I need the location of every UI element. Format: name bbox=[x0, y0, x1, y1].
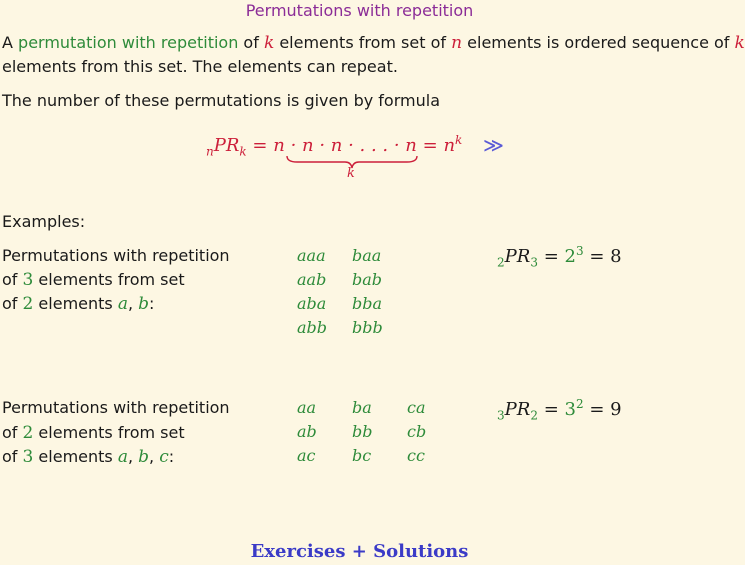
text: elements bbox=[33, 447, 118, 466]
formula-eq1: = bbox=[252, 135, 268, 156]
separator: , bbox=[127, 447, 139, 466]
text: of bbox=[2, 423, 23, 442]
text: elements bbox=[33, 294, 118, 313]
permutation: ac bbox=[297, 446, 316, 465]
underbrace-label: k bbox=[347, 166, 355, 181]
intro-text-c: elements from set of bbox=[274, 33, 452, 52]
example1-col2 bbox=[352, 246, 383, 342]
intro-text-a: A bbox=[2, 33, 19, 52]
intro-text-d: elements is ordered sequence of bbox=[462, 33, 735, 52]
permutation: cb bbox=[407, 422, 427, 441]
formula-power-exp: k bbox=[455, 133, 463, 147]
text: elements from set bbox=[33, 423, 185, 442]
formula-pr: PR bbox=[213, 135, 240, 156]
definition-term-link[interactable]: permutation with repetition bbox=[18, 33, 239, 52]
example2-col2 bbox=[352, 398, 372, 470]
pr: PR bbox=[504, 246, 531, 267]
definition-line-1 bbox=[2, 31, 745, 55]
var-k: k bbox=[263, 33, 275, 53]
formula-sub-k: k bbox=[239, 144, 247, 159]
pr: PR bbox=[504, 399, 531, 420]
permutation: bb bbox=[352, 422, 373, 441]
exp: 3 bbox=[575, 244, 584, 258]
formula-eq2: = bbox=[422, 135, 438, 156]
element: a bbox=[117, 447, 128, 467]
permutation: aaa bbox=[297, 246, 326, 265]
example2-col1 bbox=[297, 398, 317, 470]
formula-sub-n: n bbox=[206, 144, 214, 159]
exercises-solutions-link[interactable]: Exercises + Solutions bbox=[250, 541, 469, 562]
var-k-2: k bbox=[734, 33, 745, 53]
example1-line3 bbox=[2, 294, 154, 314]
element: a bbox=[117, 294, 128, 314]
element: c bbox=[159, 447, 169, 467]
text: of bbox=[2, 294, 23, 313]
element: b bbox=[138, 294, 150, 314]
permutation: aa bbox=[297, 398, 317, 417]
sub: 3 bbox=[497, 408, 505, 423]
definition-line-2: elements from this set. The elements can repeat. bbox=[2, 57, 398, 76]
number: 3 bbox=[22, 447, 34, 467]
example2-line1: Permutations with repetition bbox=[2, 398, 230, 417]
example2-col3 bbox=[407, 398, 426, 470]
eq: = bbox=[589, 399, 605, 420]
permutation: ba bbox=[352, 398, 372, 417]
permutation: bbb bbox=[352, 318, 383, 337]
value: 9 bbox=[610, 399, 622, 420]
example1-col1 bbox=[297, 246, 327, 342]
permutation: cc bbox=[407, 446, 425, 465]
permutation: ca bbox=[407, 398, 426, 417]
text: of bbox=[2, 270, 23, 289]
var-n: n bbox=[451, 33, 463, 53]
text: elements from set bbox=[33, 270, 185, 289]
examples-heading: Examples: bbox=[2, 212, 86, 231]
exp: 2 bbox=[575, 397, 584, 411]
permutation: aba bbox=[297, 294, 327, 313]
sub: 2 bbox=[530, 408, 538, 423]
example2-result bbox=[497, 397, 622, 423]
permutation: ab bbox=[297, 422, 317, 441]
permutation: bba bbox=[352, 294, 383, 313]
permutation: baa bbox=[352, 246, 382, 265]
next-arrow-icon[interactable]: ≫ bbox=[483, 133, 504, 157]
formula-product: n · n · n · . . . · n bbox=[273, 135, 417, 156]
permutation: abb bbox=[297, 318, 328, 337]
text: : bbox=[149, 294, 155, 313]
text: of bbox=[2, 447, 23, 466]
permutation: bc bbox=[352, 446, 372, 465]
eq: = bbox=[589, 246, 605, 267]
example2-line2 bbox=[2, 423, 185, 443]
example2-line3 bbox=[2, 447, 174, 467]
text: : bbox=[168, 447, 175, 466]
intro-text-b: of bbox=[238, 33, 264, 52]
permutation: bab bbox=[352, 270, 383, 289]
formula-intro: The number of these permutations is given by formula bbox=[2, 91, 440, 110]
base: 2 bbox=[564, 246, 576, 267]
sub: 3 bbox=[530, 255, 538, 270]
example1-line1: Permutations with repetition bbox=[2, 246, 230, 265]
number: 2 bbox=[22, 294, 34, 314]
separator: , bbox=[127, 294, 139, 313]
eq: = bbox=[543, 246, 559, 267]
value: 8 bbox=[610, 246, 622, 267]
page-title: Permutations with repetition bbox=[245, 1, 474, 20]
eq: = bbox=[543, 399, 559, 420]
base: 3 bbox=[564, 399, 576, 420]
separator: , bbox=[149, 447, 160, 466]
example1-result bbox=[497, 244, 622, 270]
example1-line2 bbox=[2, 270, 185, 290]
element: b bbox=[138, 447, 150, 467]
permutation: aab bbox=[297, 270, 327, 289]
number: 2 bbox=[22, 423, 34, 443]
sub: 2 bbox=[497, 255, 505, 270]
number: 3 bbox=[22, 270, 34, 290]
formula-power-base: n bbox=[443, 135, 456, 156]
